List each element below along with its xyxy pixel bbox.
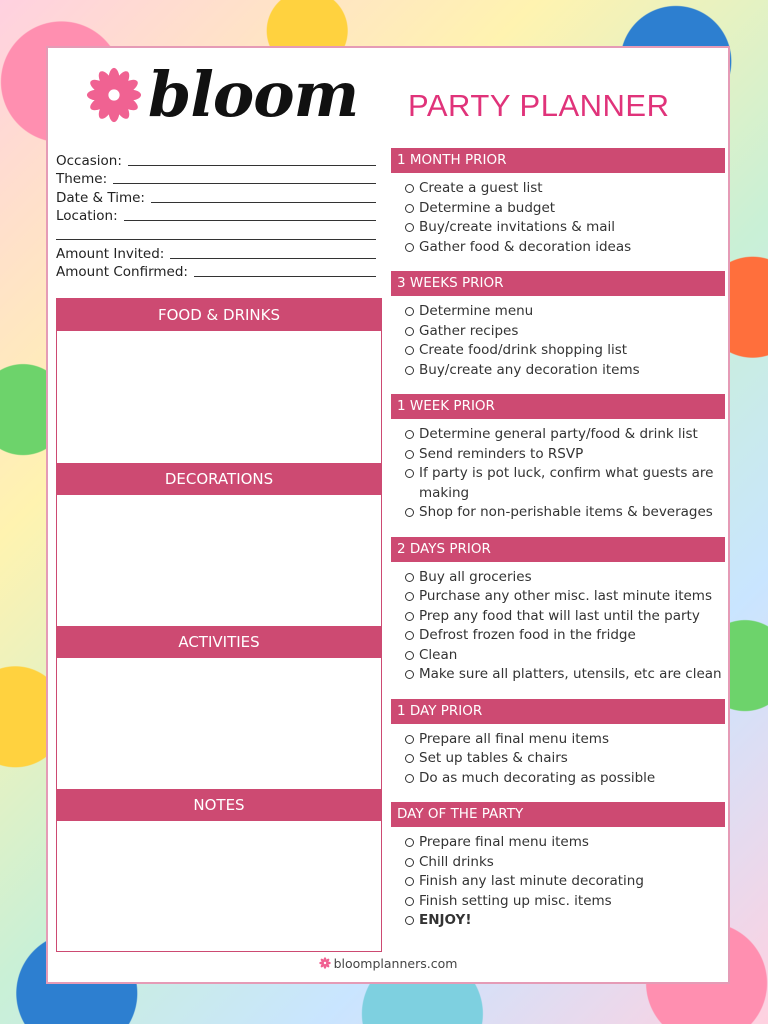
task-checkbox-item[interactable]: Set up tables & chairs <box>405 749 725 769</box>
task-checkbox-item[interactable]: If party is pot luck, confirm what guests are making <box>405 464 725 503</box>
entry-line[interactable] <box>124 220 376 221</box>
page-title: PARTY PLANNER <box>408 88 670 123</box>
task-checkbox-item[interactable]: Chill drinks <box>405 853 725 873</box>
phase-section <box>391 802 725 931</box>
date-time-field[interactable] <box>56 187 376 206</box>
task-list <box>405 425 725 523</box>
decorations-header: DECORATIONS <box>57 463 381 495</box>
phase-section <box>391 537 725 685</box>
task-checkbox-item[interactable]: Gather food & decoration ideas <box>405 238 725 258</box>
field-label: Theme: <box>56 171 108 188</box>
event-details-form <box>56 150 376 280</box>
field-label: Date & Time: <box>56 189 145 206</box>
entry-line[interactable] <box>56 239 376 240</box>
task-checkbox-item[interactable]: Prepare all final menu items <box>405 730 725 750</box>
field-label: Occasion: <box>56 152 122 169</box>
task-checkbox-item[interactable]: Shop for non-perishable items & beverages <box>405 503 725 523</box>
task-list <box>405 179 725 257</box>
task-checkbox-item[interactable]: Create a guest list <box>405 179 725 199</box>
task-checkbox-item[interactable]: Prep any food that will last until the party <box>405 607 725 627</box>
amount-confirmed-field[interactable] <box>56 262 376 281</box>
entry-line[interactable] <box>194 276 376 277</box>
notes-header: NOTES <box>57 789 381 821</box>
brand-name: bloom <box>148 58 359 131</box>
timeline-checklist <box>391 148 725 945</box>
phase-title: 3 WEEKS PRIOR <box>391 271 725 296</box>
task-checkbox-item[interactable]: Clean <box>405 646 725 666</box>
phase-title: 2 DAYS PRIOR <box>391 537 725 562</box>
occasion-field[interactable] <box>56 150 376 169</box>
website-link[interactable]: bloomplanners.com <box>333 956 458 971</box>
phase-title: 1 WEEK PRIOR <box>391 394 725 419</box>
task-checkbox-item[interactable]: Send reminders to RSVP <box>405 445 725 465</box>
task-checkbox-item[interactable]: Finish any last minute decorating <box>405 872 725 892</box>
task-checkbox-item[interactable]: Buy/create any decoration items <box>405 361 725 381</box>
planning-sections <box>56 298 382 952</box>
planner-sheet <box>46 46 730 984</box>
task-list <box>405 568 725 685</box>
food-drinks-header: FOOD & DRINKS <box>57 299 381 331</box>
phase-title: DAY OF THE PARTY <box>391 802 725 827</box>
task-checkbox-item[interactable]: Determine menu <box>405 302 725 322</box>
activities-header: ACTIVITIES <box>57 626 381 658</box>
phase-section <box>391 394 725 523</box>
task-checkbox-item[interactable]: Defrost frozen food in the fridge <box>405 626 725 646</box>
task-checkbox-item[interactable]: ENJOY! <box>405 911 725 931</box>
entry-line[interactable] <box>170 258 376 259</box>
task-list <box>405 833 725 931</box>
task-checkbox-item[interactable]: Buy all groceries <box>405 568 725 588</box>
phase-section <box>391 699 725 789</box>
entry-line[interactable] <box>151 202 376 203</box>
field-label: Location: <box>56 208 118 225</box>
location-field[interactable] <box>56 206 376 225</box>
task-list <box>405 730 725 789</box>
task-checkbox-item[interactable]: Purchase any other misc. last minute items <box>405 587 725 607</box>
flower-icon <box>86 67 142 123</box>
flower-icon <box>319 957 331 969</box>
task-checkbox-item[interactable]: Make sure all platters, utensils, etc are clean <box>405 665 725 685</box>
task-checkbox-item[interactable]: Buy/create invitations & mail <box>405 218 725 238</box>
task-checkbox-item[interactable]: Prepare final menu items <box>405 833 725 853</box>
task-checkbox-item[interactable]: Do as much decorating as possible <box>405 769 725 789</box>
task-checkbox-item[interactable]: Gather recipes <box>405 322 725 342</box>
task-list <box>405 302 725 380</box>
task-checkbox-item[interactable]: Create food/drink shopping list <box>405 341 725 361</box>
entry-line[interactable] <box>113 183 376 184</box>
phase-section <box>391 148 725 257</box>
field-label: Amount Confirmed: <box>56 264 188 281</box>
theme-field[interactable] <box>56 169 376 188</box>
task-checkbox-item[interactable]: Finish setting up misc. items <box>405 892 725 912</box>
amount-invited-field[interactable] <box>56 243 376 262</box>
phase-title: 1 MONTH PRIOR <box>391 148 725 173</box>
task-checkbox-item[interactable]: Determine a budget <box>405 199 725 219</box>
field-label: Amount Invited: <box>56 245 165 262</box>
entry-line[interactable] <box>128 165 376 166</box>
location-extra-line[interactable] <box>56 224 376 243</box>
bloom-logo <box>86 58 359 131</box>
task-checkbox-item[interactable]: Determine general party/food & drink list <box>405 425 725 445</box>
footer <box>48 956 728 971</box>
phase-section <box>391 271 725 380</box>
phase-title: 1 DAY PRIOR <box>391 699 725 724</box>
